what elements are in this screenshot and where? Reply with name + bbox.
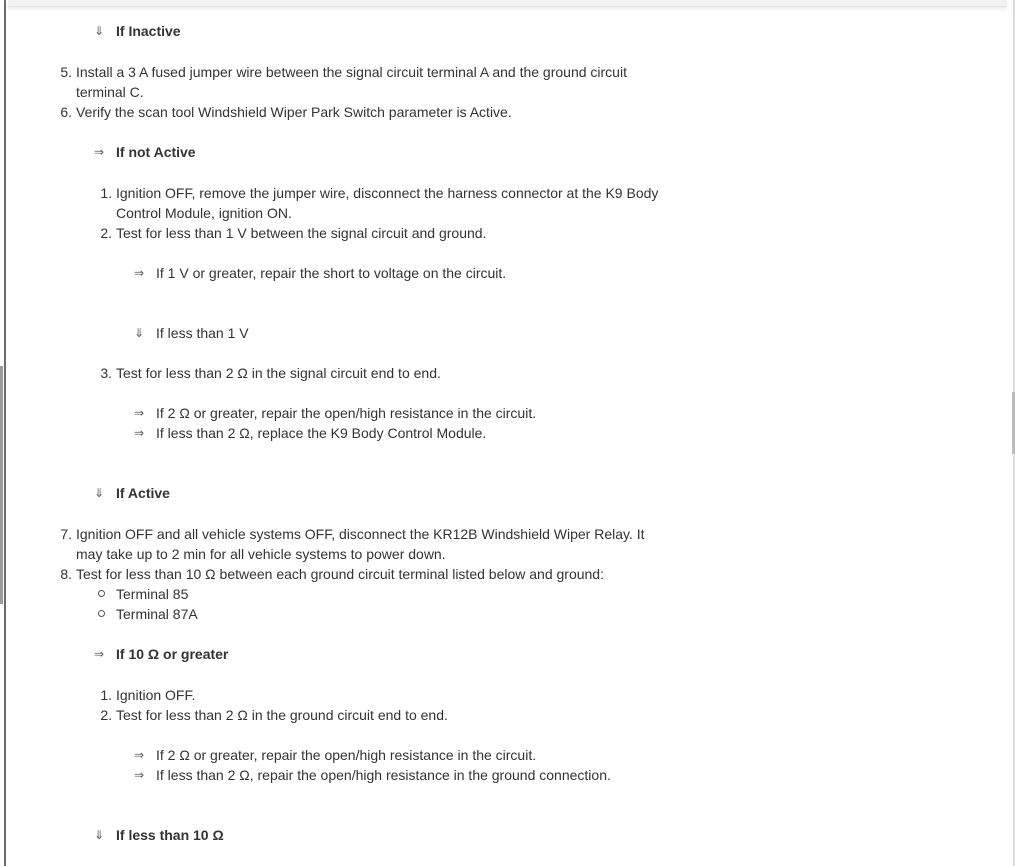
- down-arrow-icon: ⇓: [93, 24, 105, 38]
- step-7-text: Ignition OFF and all vehicle systems OFF, disconnect the KR12B Windshield Wiper Relay. It: [76, 526, 645, 542]
- substep-3-text: Test for less than 2 Ω in the signal circuit end to end.: [116, 365, 441, 381]
- right-arrow-icon: ⇒: [133, 748, 145, 762]
- step-number-5: 5.: [60, 64, 72, 80]
- result-ground-2ohm-or-greater: If 2 Ω or greater, repair the open/high resistance in the circuit.: [156, 747, 537, 763]
- result-less-than-1v: If less than 1 V: [156, 325, 249, 341]
- right-arrow-icon: ⇒: [133, 406, 145, 420]
- result-heading-if-not-active: If not Active: [116, 144, 196, 160]
- ground-substep-1-text: Ignition OFF.: [116, 687, 196, 703]
- substep-number-2: 2.: [100, 225, 112, 241]
- substep-1-text: Ignition OFF, remove the jumper wire, disconnect the harness connector at the K9 Body: [116, 185, 659, 201]
- step-8-text: Test for less than 10 Ω between each ground circuit terminal listed below and ground:: [76, 566, 604, 582]
- step-5-text: Install a 3 A fused jumper wire between the signal circuit terminal A and the ground circuit: [76, 64, 627, 80]
- step-5-text-cont: terminal C.: [76, 84, 144, 100]
- result-heading-if-inactive: If Inactive: [116, 23, 181, 39]
- result-1v-or-greater: If 1 V or greater, repair the short to voltage on the circuit.: [156, 265, 507, 281]
- step-number-8: 8.: [60, 566, 72, 582]
- result-heading-less-than-10ohm: If less than 10 Ω: [116, 827, 224, 843]
- down-arrow-icon: ⇓: [93, 486, 105, 500]
- right-arrow-icon: ⇒: [133, 266, 145, 280]
- step-number-7: 7.: [60, 526, 72, 542]
- left-edge-marker: [0, 366, 3, 604]
- right-arrow-icon: ⇒: [93, 145, 105, 159]
- ground-substep-2-text: Test for less than 2 Ω in the ground circuit end to end.: [116, 707, 448, 723]
- result-2ohm-or-greater: If 2 Ω or greater, repair the open/high resistance in the circuit.: [156, 405, 537, 421]
- substep-1-text-cont: Control Module, ignition ON.: [116, 205, 292, 221]
- bullet-icon: [98, 590, 105, 597]
- step-7-text-cont: may take up to 2 min for all vehicle systems to power down.: [76, 546, 446, 562]
- result-less-than-2ohm: If less than 2 Ω, replace the K9 Body Control Module.: [156, 425, 487, 441]
- right-arrow-icon: ⇒: [93, 647, 105, 661]
- step-6-text: Verify the scan tool Windshield Wiper Park Switch parameter is Active.: [76, 104, 512, 120]
- result-heading-10ohm-or-greater: If 10 Ω or greater: [116, 646, 229, 662]
- bullet-icon: [98, 610, 105, 617]
- substep-number-1: 1.: [100, 185, 112, 201]
- result-ground-less-than-2ohm: If less than 2 Ω, repair the open/high resistance in the ground connection.: [156, 767, 611, 783]
- substep-number-3: 3.: [100, 365, 112, 381]
- result-heading-if-active: If Active: [116, 485, 170, 501]
- substep-number-1: 1.: [100, 687, 112, 703]
- right-arrow-icon: ⇒: [133, 768, 145, 782]
- substep-number-2: 2.: [100, 707, 112, 723]
- terminal-item: Terminal 87A: [116, 606, 198, 622]
- terminal-item: Terminal 85: [116, 586, 189, 602]
- down-arrow-icon: ⇓: [93, 828, 105, 842]
- down-arrow-icon: ⇓: [133, 326, 145, 340]
- left-border: [4, 0, 6, 866]
- substep-2-text: Test for less than 1 V between the signal circuit and ground.: [116, 225, 487, 241]
- top-panel-edge: [8, 0, 1007, 7]
- step-number-6: 6.: [60, 104, 72, 120]
- right-arrow-icon: ⇒: [133, 426, 145, 440]
